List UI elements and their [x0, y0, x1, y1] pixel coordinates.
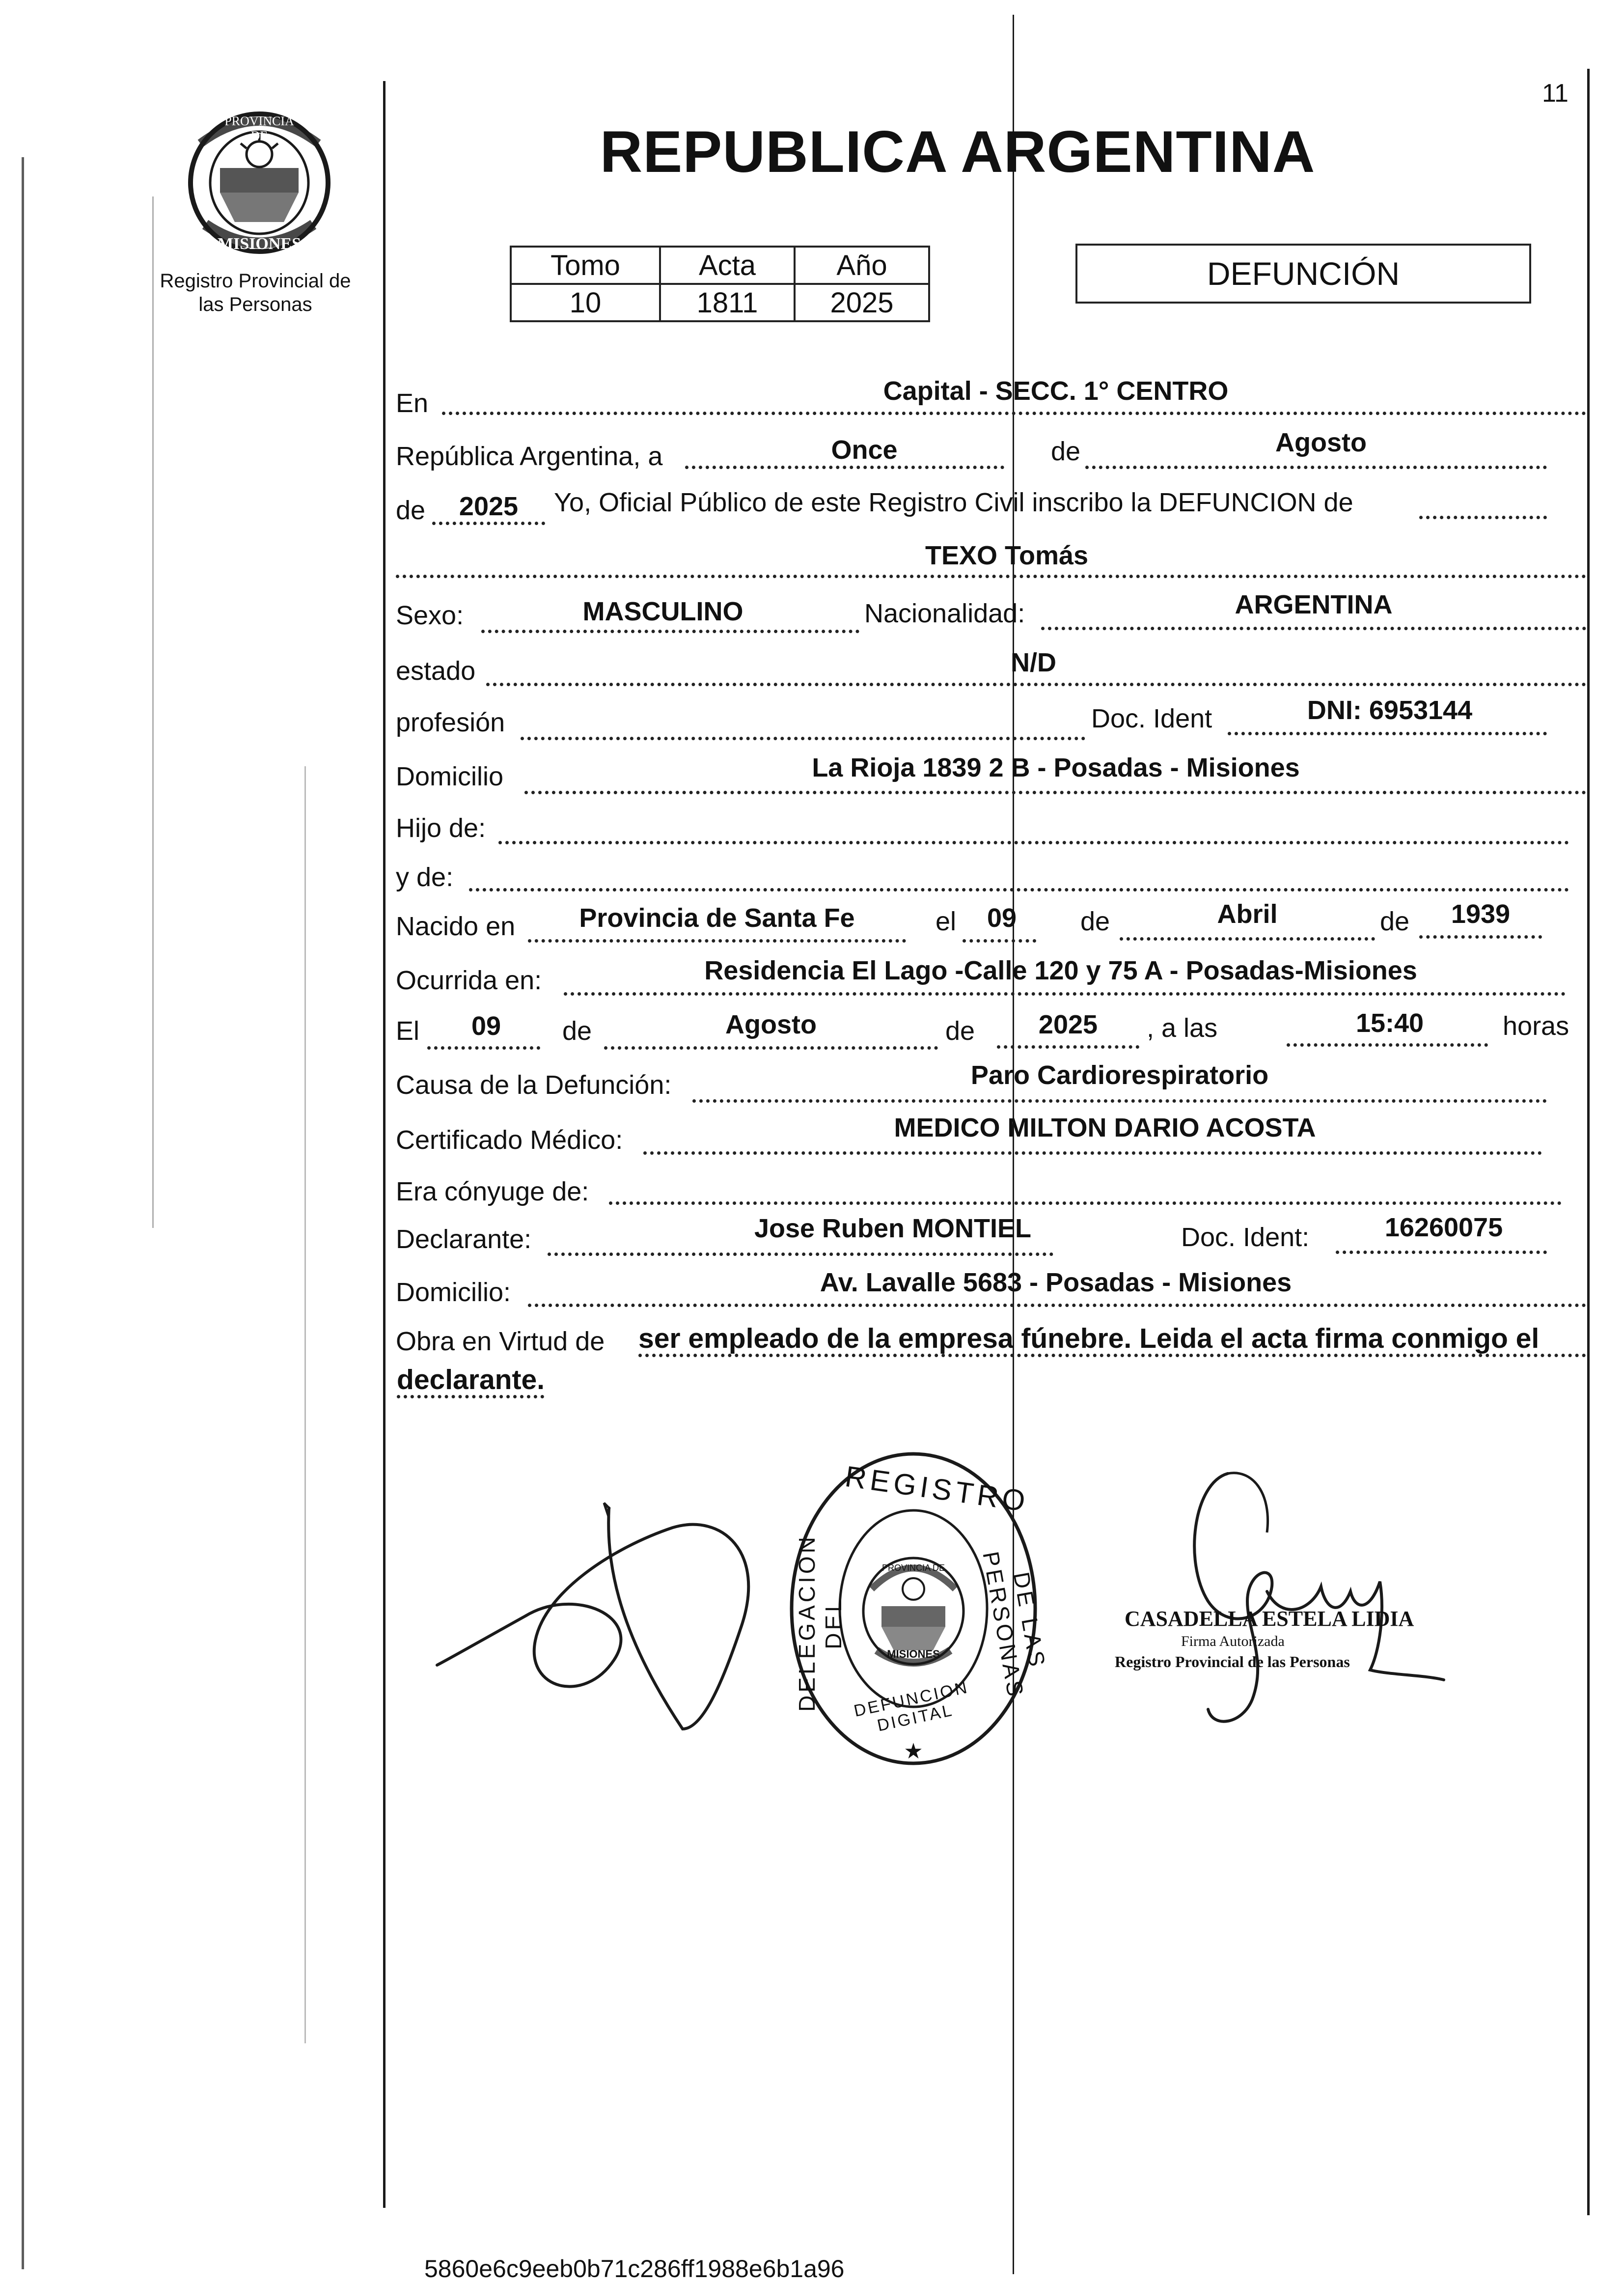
anio-acta-tail-line [1419, 516, 1547, 519]
document-hash: 5860e6c9eeb0b71c286ff1988e6b1a96 [424, 2255, 845, 2283]
domicilio-label: Domicilio [396, 762, 504, 791]
page-number: 11 [1542, 79, 1569, 108]
estado-label: estado [396, 656, 476, 686]
fecha-def-day: 09 [471, 1011, 501, 1041]
obra-value-line1: ser empleado de la empresa fúnebre. Leida el acta firma conmigo el [638, 1323, 1540, 1354]
acta-header: Acta [660, 247, 795, 284]
fecha-def-day-line [427, 1046, 540, 1050]
stamp-seal-top-text: PROVINCIA DE [881, 1563, 945, 1573]
nacido-year-line [1419, 935, 1542, 939]
conyuge-line [609, 1201, 1562, 1205]
ocurrida-value: Residencia El Lago -Calle 120 y 75 A - Posadas-Misiones [704, 956, 1417, 985]
en-dotted-line [442, 412, 1586, 415]
fecha-def-month: Agosto [725, 1010, 817, 1039]
conyuge-label: Era cónyuge de: [396, 1177, 589, 1206]
hijo-de-line [498, 841, 1569, 844]
acta-value: 1811 [660, 284, 795, 321]
anio-header: Año [795, 247, 929, 284]
anio-acta-year: 2025 [459, 492, 519, 521]
profesion-line [521, 737, 1085, 740]
certificado-value: MEDICO MILTON DARIO ACOSTA [894, 1113, 1316, 1142]
registry-name: Registro Provincial de las Personas [160, 270, 351, 315]
ocurrida-label: Ocurrida en: [396, 966, 542, 995]
left-frame-line [383, 81, 385, 2208]
nacido-place: Provincia de Santa Fe [579, 903, 855, 933]
causa-value: Paro Cardiorespiratorio [970, 1060, 1269, 1090]
margin-tick-line-2 [304, 766, 306, 2043]
fecha-def-horas: horas [1503, 1011, 1569, 1041]
declarante-doc-line [1336, 1251, 1547, 1254]
stamp-star-icon: ★ [904, 1739, 923, 1763]
obra-value-line2: declarante. [397, 1364, 545, 1395]
registry-oval-stamp [786, 1449, 1051, 1768]
nacido-place-line [528, 939, 906, 943]
fecha-def-de1: de [562, 1016, 592, 1046]
profesion-label: profesión [396, 708, 505, 737]
nacionalidad-value: ARGENTINA [1235, 590, 1393, 619]
declarante-doc-label: Doc. Ident: [1181, 1223, 1310, 1252]
register-table [510, 246, 930, 322]
nacionalidad-line [1041, 627, 1586, 630]
anio-value: 2025 [795, 284, 929, 321]
fecha-acta-month-line [1085, 466, 1547, 469]
doc-ident-value: DNI: 6953144 [1307, 696, 1473, 725]
domicilio-decl-line [528, 1304, 1586, 1307]
sexo-label: Sexo: [396, 601, 464, 630]
certificado-line [643, 1151, 1542, 1155]
fecha-def-time-line [1287, 1043, 1488, 1047]
left-margin-line [22, 157, 24, 2269]
stamp-right-text: DE LAS PERSONAS [978, 1549, 1051, 1701]
declarante-doc-value: 16260075 [1384, 1213, 1503, 1242]
ocurrida-line [564, 992, 1566, 996]
stamp-left-text: DELEGACION DEL [794, 1534, 846, 1712]
officer-role: Firma Autorizada [1181, 1633, 1285, 1649]
fecha-acta-day-line [685, 466, 1004, 469]
declarante-value: Jose Ruben MONTIEL [754, 1214, 1031, 1243]
page-title: REPUBLICA ARGENTINA [600, 119, 1316, 185]
fecha-def-time: 15:40 [1355, 1008, 1424, 1038]
en-label: En [396, 389, 429, 418]
fecha-def-label: El [396, 1016, 420, 1046]
hijo-de-label: Hijo de: [396, 813, 486, 843]
en-value: Capital - SECC. 1° CENTRO [883, 376, 1229, 406]
fecha-def-de2: de [945, 1016, 975, 1046]
nacido-day: 09 [987, 903, 1017, 933]
doc-ident-label: Doc. Ident [1091, 704, 1212, 733]
doc-ident-line [1228, 732, 1547, 735]
y-de-label: y de: [396, 863, 454, 892]
nacido-el: el [936, 907, 957, 936]
certificado-label: Certificado Médico: [396, 1125, 623, 1155]
stamp-inner-bottom-text: DEFUNCION DIGITAL [852, 1678, 971, 1735]
officer-name: CASADELLA ESTELA LIDIA [1125, 1607, 1414, 1631]
stamp-top-text: REGISTRO [843, 1459, 1031, 1518]
declarante-label: Declarante: [396, 1225, 532, 1254]
estado-value: N/D [1011, 648, 1056, 677]
record-type-box: DEFUNCIÓN [1075, 244, 1531, 304]
causa-label: Causa de la Defunción: [396, 1070, 672, 1100]
center-fold-line [1013, 15, 1014, 2274]
seal-top-text: PROVINCIA DE [224, 114, 294, 143]
domicilio-decl-value: Av. Lavalle 5683 - Posadas - Misiones [820, 1268, 1292, 1297]
nacido-label: Nacido en [396, 912, 516, 941]
domicilio-line [524, 791, 1586, 794]
anio-acta-line [432, 522, 545, 525]
province-seal-logo [186, 109, 333, 256]
nacido-month: Abril [1217, 899, 1278, 929]
fecha-acta-label: República Argentina, a [396, 442, 663, 471]
nombre-line [396, 575, 1586, 578]
fecha-def-month-line [604, 1046, 938, 1050]
tomo-value: 10 [511, 284, 660, 321]
fecha-def-year-line [997, 1045, 1139, 1049]
anio-acta-text: Yo, Oficial Público de este Registro Civil inscribo la DEFUNCION de [554, 488, 1353, 517]
anio-acta-de: de [396, 496, 426, 525]
fecha-acta-month: Agosto [1275, 428, 1367, 457]
officer-office: Registro Provincial de las Personas [1115, 1653, 1350, 1670]
fecha-def-year: 2025 [1038, 1010, 1098, 1039]
fecha-acta-day: Once [831, 435, 898, 465]
causa-line [692, 1099, 1547, 1103]
obra-line2 [397, 1395, 544, 1398]
right-frame-line [1587, 69, 1590, 2215]
sexo-value: MASCULINO [582, 597, 743, 626]
nacido-year: 1939 [1451, 899, 1511, 929]
y-de-line [469, 888, 1569, 891]
declarant-signature [427, 1498, 781, 1744]
sexo-line [481, 630, 859, 633]
obra-label: Obra en Virtud de [396, 1327, 605, 1356]
tomo-header: Tomo [511, 247, 660, 284]
nacionalidad-label: Nacionalidad: [864, 599, 1025, 628]
nacido-de2: de [1380, 907, 1410, 936]
domicilio-decl-label: Domicilio: [396, 1278, 511, 1307]
deceased-name: TEXO Tomás [925, 541, 1089, 570]
stamp-seal-bottom-text: MISIONES [887, 1648, 940, 1660]
obra-line1 [638, 1354, 1586, 1357]
fecha-acta-de: de [1051, 437, 1081, 466]
declarante-line [548, 1253, 1053, 1256]
officer-signature [1105, 1464, 1449, 1739]
nacido-day-line [963, 939, 1036, 943]
nacido-month-line [1120, 937, 1375, 941]
domicilio-value: La Rioja 1839 2 B - Posadas - Misiones [812, 753, 1300, 782]
margin-tick-line [152, 196, 154, 1228]
nacido-de1: de [1080, 907, 1110, 936]
fecha-def-a-las: , a las [1147, 1013, 1218, 1043]
seal-bottom-text: MISIONES [217, 235, 302, 253]
estado-line [486, 683, 1586, 686]
